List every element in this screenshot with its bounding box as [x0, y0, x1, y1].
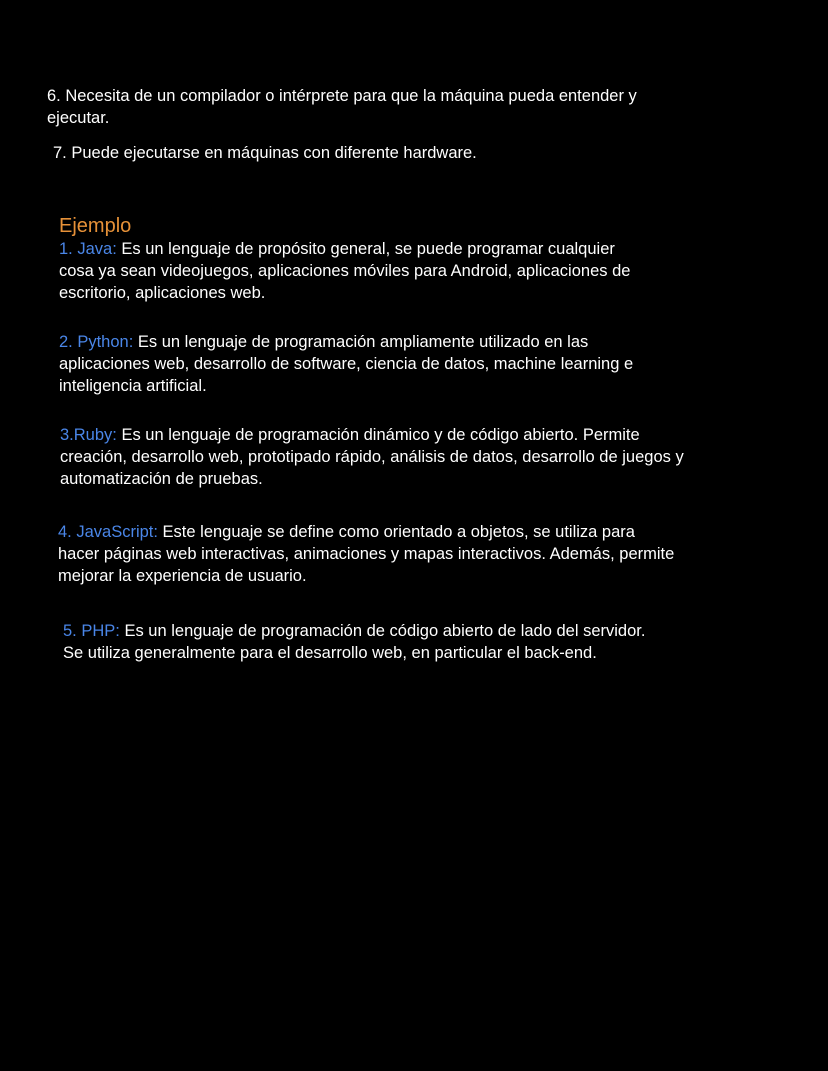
example-item-ruby-line-2: creación, desarrollo web, prototipado rápido, análisis de datos, desarrollo de juegos y	[60, 448, 684, 466]
example-item-ruby-line-1	[60, 424, 684, 446]
example-item-javascript-line-2: hacer páginas web interactivas, animaciones y mapas interactivos. Además, permite	[58, 545, 675, 563]
point-6	[47, 85, 637, 129]
point-6-line-1: 6. Necesita de un compilador o intérprete para que la máquina pueda entender y	[47, 87, 637, 105]
example-item-javascript-label: 4. JavaScript:	[58, 523, 158, 541]
point-6-line-2: ejecutar.	[47, 109, 110, 127]
point-7	[53, 142, 477, 164]
example-item-php-label: 5. PHP:	[63, 622, 120, 640]
example-item-javascript-text-1: Este lenguaje se define como orientado a objetos, se utiliza para	[157, 523, 635, 541]
example-item-python-line-3: inteligencia artificial.	[59, 377, 207, 395]
example-item-python-line-1	[59, 331, 633, 353]
example-item-php-line-2: Se utiliza generalmente para el desarrollo web, en particular el back-end.	[63, 644, 597, 662]
example-item-java-line-2: cosa ya sean videojuegos, aplicaciones móviles para Android, aplicaciones de	[59, 262, 631, 280]
example-item-ruby	[60, 424, 684, 490]
example-item-python	[59, 331, 633, 397]
example-item-ruby-text-1: Es un lenguaje de programación dinámico y de código abierto. Permite	[116, 426, 640, 444]
example-item-java-label: 1. Java:	[59, 240, 117, 258]
example-item-php	[63, 620, 645, 664]
example-item-java-text-1: Es un lenguaje de propósito general, se puede programar cualquier	[116, 240, 615, 258]
example-item-python-text-1: Es un lenguaje de programación ampliamente utilizado en las	[133, 333, 589, 351]
example-item-php-text-1: Es un lenguaje de programación de código abierto de lado del servidor.	[119, 622, 646, 640]
example-item-java-line-1	[59, 238, 630, 260]
example-item-javascript	[58, 521, 674, 587]
example-item-ruby-line-3: automatización de pruebas.	[60, 470, 263, 488]
example-item-php-line-1	[63, 620, 645, 642]
example-item-javascript-line-3: mejorar la experiencia de usuario.	[58, 567, 307, 585]
example-item-python-line-2: aplicaciones web, desarrollo de software, ciencia de datos, machine learning e	[59, 355, 634, 373]
point-7-line-1: 7. Puede ejecutarse en máquinas con diferente hardware.	[53, 144, 477, 162]
example-item-java-line-3: escritorio, aplicaciones web.	[59, 284, 266, 302]
example-item-java	[59, 238, 630, 304]
example-item-javascript-line-1	[58, 521, 674, 543]
example-item-ruby-label: 3.Ruby:	[60, 426, 117, 444]
example-heading: Ejemplo	[59, 215, 132, 237]
example-item-python-label: 2. Python:	[59, 333, 134, 351]
